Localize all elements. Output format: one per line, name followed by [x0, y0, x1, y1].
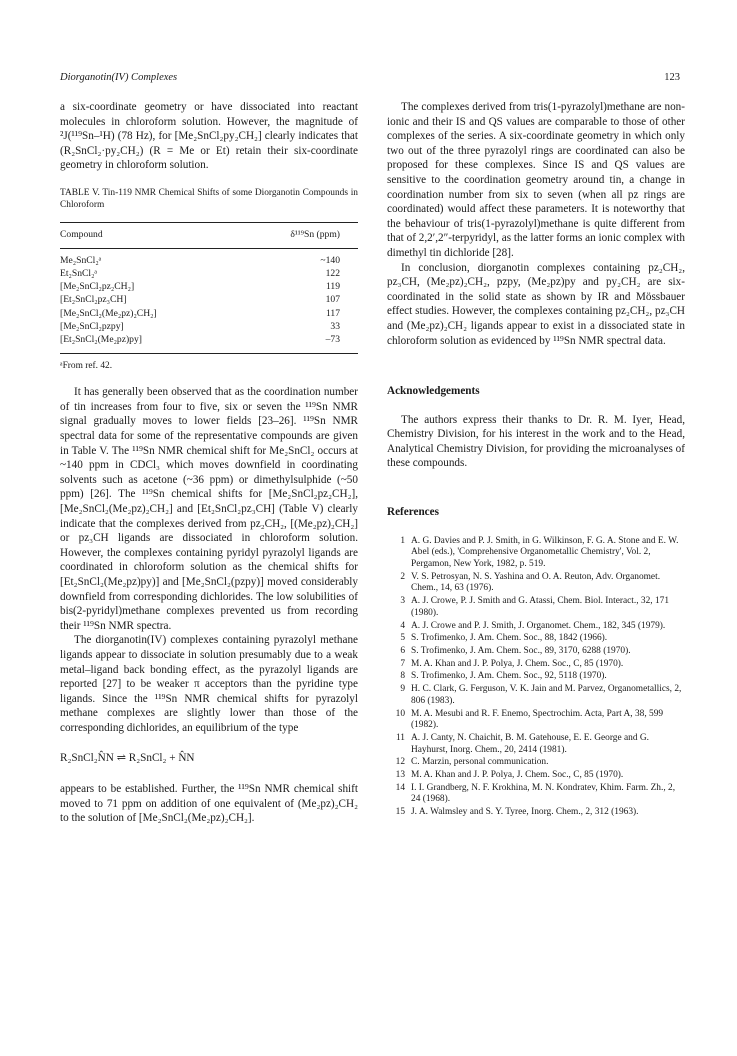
table-row [60, 267, 358, 280]
reference-text: S. Trofimenko, J. Am. Chem. Soc., 89, 3170, 6288 (1970). [411, 645, 631, 656]
reference-text: A. J. Canty, N. Chaichit, B. M. Gatehouse, E. E. George and G. Hayhurst, Inorg. Chem., 20, 2414 (1981). [411, 732, 649, 755]
shift-cell: 119 [325, 281, 340, 293]
table-footnote: ᵃFrom ref. 42. [60, 360, 113, 371]
compound-cell: [Et₂SnCl₂pz₃CH] [60, 294, 127, 306]
reference-item [387, 633, 685, 645]
right-column [387, 100, 685, 820]
compound-cell: [Et₂SnCl₂(Me₂pz)py] [60, 334, 142, 346]
table-body [60, 248, 358, 353]
reference-text: I. I. Grandberg, N. F. Krokhina, M. N. Kondratev, Khim. Farm. Zh., 2, 24 (1968). [411, 782, 676, 805]
references-heading: References [387, 506, 439, 519]
reference-number: 2 [400, 571, 405, 582]
shift-cell: 117 [325, 307, 340, 319]
compound-cell: [Me₂SnCl₂pz₂CH₂] [60, 281, 135, 293]
reference-text: A. J. Crowe, P. J. Smith and G. Atassi, Chem. Biol. Interact., 32, 171 (1980). [411, 596, 670, 618]
references-list [387, 536, 685, 819]
reference-text: A. G. Davies and P. J. Smith, in G. Wilkinson, F. G. A. Stone and E. W. Abel (eds.), 'Comprehensive Organometallic Chemistry', Vol. 2, Pergamon, New York, 1982, p. 519. [411, 535, 679, 570]
reference-number: 15 [395, 807, 405, 818]
compound-cell: [Me₂SnCl₂pzpy] [60, 321, 124, 333]
compound-cell: Me₂SnCl₂ᵃ [60, 254, 102, 266]
reference-item [387, 572, 685, 595]
tris-paragraph: The complexes derived from tris(1-pyrazolyl)methane are non-ionic and their IS and QS values are comparable to those of other complexes of the series. A six-coordinate geometry in which only two out of the three pyrazolyl rings are coordinated can also be proposed for these complexes. Since IS and QS values are sensitive to the coordination geometry around tin, a change in coordination number from six to seven (when all pz rings are coordinated) would affect these parameters. It is noteworthy that the behaviour of tris(1-pyrazolyl)methane is quite different from that of 2,2′,2″-terpyridyl, as the latter forms an ionic complex with dimethyl tin dichloride [28]. [387, 101, 685, 259]
reference-text: J. A. Walmsley and S. Y. Tyree, Inorg. Chem., 2, 312 (1963). [411, 807, 639, 818]
reference-number: 1 [400, 535, 405, 546]
equilibrium-paragraph: appears to be established. Further, the ¹¹⁹Sn NMR chemical shift moved to 71 ppm on addition of one equivalent of (Me₂pz)₂CH₂ to the solution of [Me₂SnCl₂(Me₂pz)₂CH₂]. [60, 783, 358, 825]
reference-number: 7 [400, 658, 405, 669]
reference-item [387, 807, 685, 819]
reference-item [387, 783, 685, 806]
reference-item [387, 733, 685, 756]
shift-cell: 33 [330, 321, 340, 333]
shift-cell: 107 [325, 294, 340, 306]
reference-number: 4 [400, 620, 405, 631]
running-header [60, 72, 680, 83]
table-row [60, 281, 358, 294]
conclusion-paragraph: In conclusion, diorganotin complexes containing pz₂CH₂, pz₃CH, (Me₂pz)₂CH₂, pzpy, (Me₂pz)py and py₂CH₂ are six-coordinated in the solid state as shown by IR and Mössbauer effect studies. However, the complexes containing pz₂CH₂, pz₃CH and (Me₂pz)₂CH₂ ligands appear to exist in a dissociated state in chloroform solution as evidenced by ¹¹⁹Sn NMR spectral data. [387, 261, 685, 347]
nmr-paragraph: It has generally been observed that as the coordination number of tin increases from four to five, six or seven the ¹¹⁹Sn NMR signal gradually moves to lower fields [23–26]. ¹¹⁹Sn NMR spectral data for some of the representative compounds are given in Table V. The ¹¹⁹Sn NMR chemical shift for Me₂SnCl₂ occurs at ~140 ppm in CDCl₃ which moves downfield in coordinating solvents such as acetone (~36 ppm) or dimethylsulphide (~50 ppm) [26]. The ¹¹⁹Sn chemical shifts for [Me₂SnCl₂pz₂CH₂], [Me₂SnCl₂(Me₂pz)₂CH₂] and [Et₂SnCl₂pz₃CH] (Table V) clearly indicate that the complexes derived from pz₂CH₂, [(Me₂pz)₂CH₂] or pz₃CH ligands are dissociated in chloroform solution. However, the complexes containing pyridyl pyrazolyl ligands are coordinated in chloroform solution as the chemical shifts for [Et₂SnCl₂(Me₂pz)py)] and [Me₂SnCl₂(pzpy)] moved considerably downfield from corresponding dichlorides. The low solubilities of bis(2-pyridyl)methane complexes prevented us from recording their ¹¹⁹Sn NMR spectra. [60, 386, 358, 632]
reference-text: S. Trofimenko, J. Am. Chem. Soc., 88, 1842 (1966). [411, 633, 608, 644]
table-caption: TABLE V. Tin-119 NMR Chemical Shifts of some Diorganotin Compounds in Chloroform [60, 187, 358, 211]
table-header-row [60, 222, 358, 248]
shift-cell: ~140 [320, 254, 340, 266]
reference-number: 11 [395, 732, 405, 743]
table-row [60, 334, 358, 353]
intro-paragraph: a six-coordinate geometry or have dissociated into reactant molecules in chloroform solution. However, the magnitude of ²J(¹¹⁹Sn–¹H) (78 Hz), for [Me₂SnCl₂py₂CH₂] clearly indicates that (R₂SnCl₂·py₂CH₂) (R = Me or Et) retain their six-coordinate geometry in chloroform solution. [60, 101, 358, 172]
reference-number: 6 [400, 645, 405, 656]
table-row [60, 294, 358, 307]
equilibrium-equation: R₂SnCl₂N̂N ⇌ R₂SnCl₂ + N̂N [60, 752, 195, 765]
reference-item [387, 596, 685, 619]
shift-column-header: δ¹¹⁹Sn (ppm) [290, 228, 340, 240]
reference-number: 8 [400, 671, 405, 682]
reference-item [387, 536, 685, 571]
reference-number: 9 [400, 684, 405, 695]
reference-number: 13 [395, 770, 405, 781]
compound-cell: Et₂SnCl₂ᵃ [60, 267, 98, 279]
shift-cell: –73 [325, 334, 340, 346]
reference-number: 12 [395, 757, 405, 768]
table-row [60, 321, 358, 334]
shift-cell: 122 [325, 267, 340, 279]
reference-item [387, 646, 685, 658]
reference-number: 14 [395, 782, 405, 793]
reference-item [387, 621, 685, 633]
reference-item [387, 684, 685, 707]
diorganotin-paragraph: The diorganotin(IV) complexes containing pyrazolyl methane ligands appear to dissociate in solution presumably due to a weak metal–ligand back bonding effect, as the pyrazolyl ligands are reported [27] to be weaker π acceptors than the pyridine type ligands. Since the ¹¹⁹Sn NMR chemical shifts for pyrazolyl methane complexes are slightly lower than those of the corresponding dichlorides, an equilibrium of the type [60, 634, 358, 734]
reference-number: 5 [400, 633, 405, 644]
compound-cell: [Me₂SnCl₂(Me₂pz)₂CH₂] [60, 307, 157, 319]
acknowledgements-heading: Acknowledgements [387, 385, 480, 398]
left-column [60, 100, 358, 826]
reference-item [387, 709, 685, 732]
reference-item [387, 770, 685, 782]
reference-text: V. S. Petrosyan, N. S. Yashina and O. A. Reuton, Adv. Organomet. Chem., 14, 63 (1976). [411, 571, 661, 594]
reference-text: S. Trofimenko, J. Am. Chem. Soc., 92, 5118 (1970). [411, 671, 607, 682]
reference-number: 10 [395, 708, 405, 719]
reference-item [387, 659, 685, 671]
reference-text: M. A. Khan and J. P. Polya, J. Chem. Soc., C, 85 (1970). [411, 770, 624, 781]
running-title: Diorganotin(IV) Complexes [60, 72, 178, 83]
reference-text: M. A. Khan and J. P. Polya, J. Chem. Soc., C, 85 (1970). [411, 658, 624, 669]
page-number: 123 [664, 72, 680, 83]
acknowledgements-text: The authors express their thanks to Dr. R. M. Iyer, Head, Chemistry Division, for his interest in the work and to the Head, Analytical Chemistry Division, for providing the microanalyses of these compounds. [387, 413, 685, 470]
reference-text: H. C. Clark, G. Ferguson, V. K. Jain and M. Parvez, Organometallics, 2, 806 (1983). [411, 684, 682, 706]
reference-text: M. A. Mesubi and R. F. Enemo, Spectrochim. Acta, Part A, 38, 599 (1982). [411, 708, 664, 731]
table-row [60, 248, 358, 267]
reference-text: A. J. Crowe and P. J. Smith, J. Organomet. Chem., 182, 345 (1979). [411, 620, 666, 631]
reference-item [387, 671, 685, 683]
reference-item [387, 757, 685, 769]
compound-column-header: Compound [60, 228, 103, 240]
table-row [60, 307, 358, 320]
reference-text: C. Marzin, personal communication. [411, 757, 549, 768]
reference-number: 3 [400, 596, 405, 607]
nmr-shift-table [60, 222, 358, 354]
